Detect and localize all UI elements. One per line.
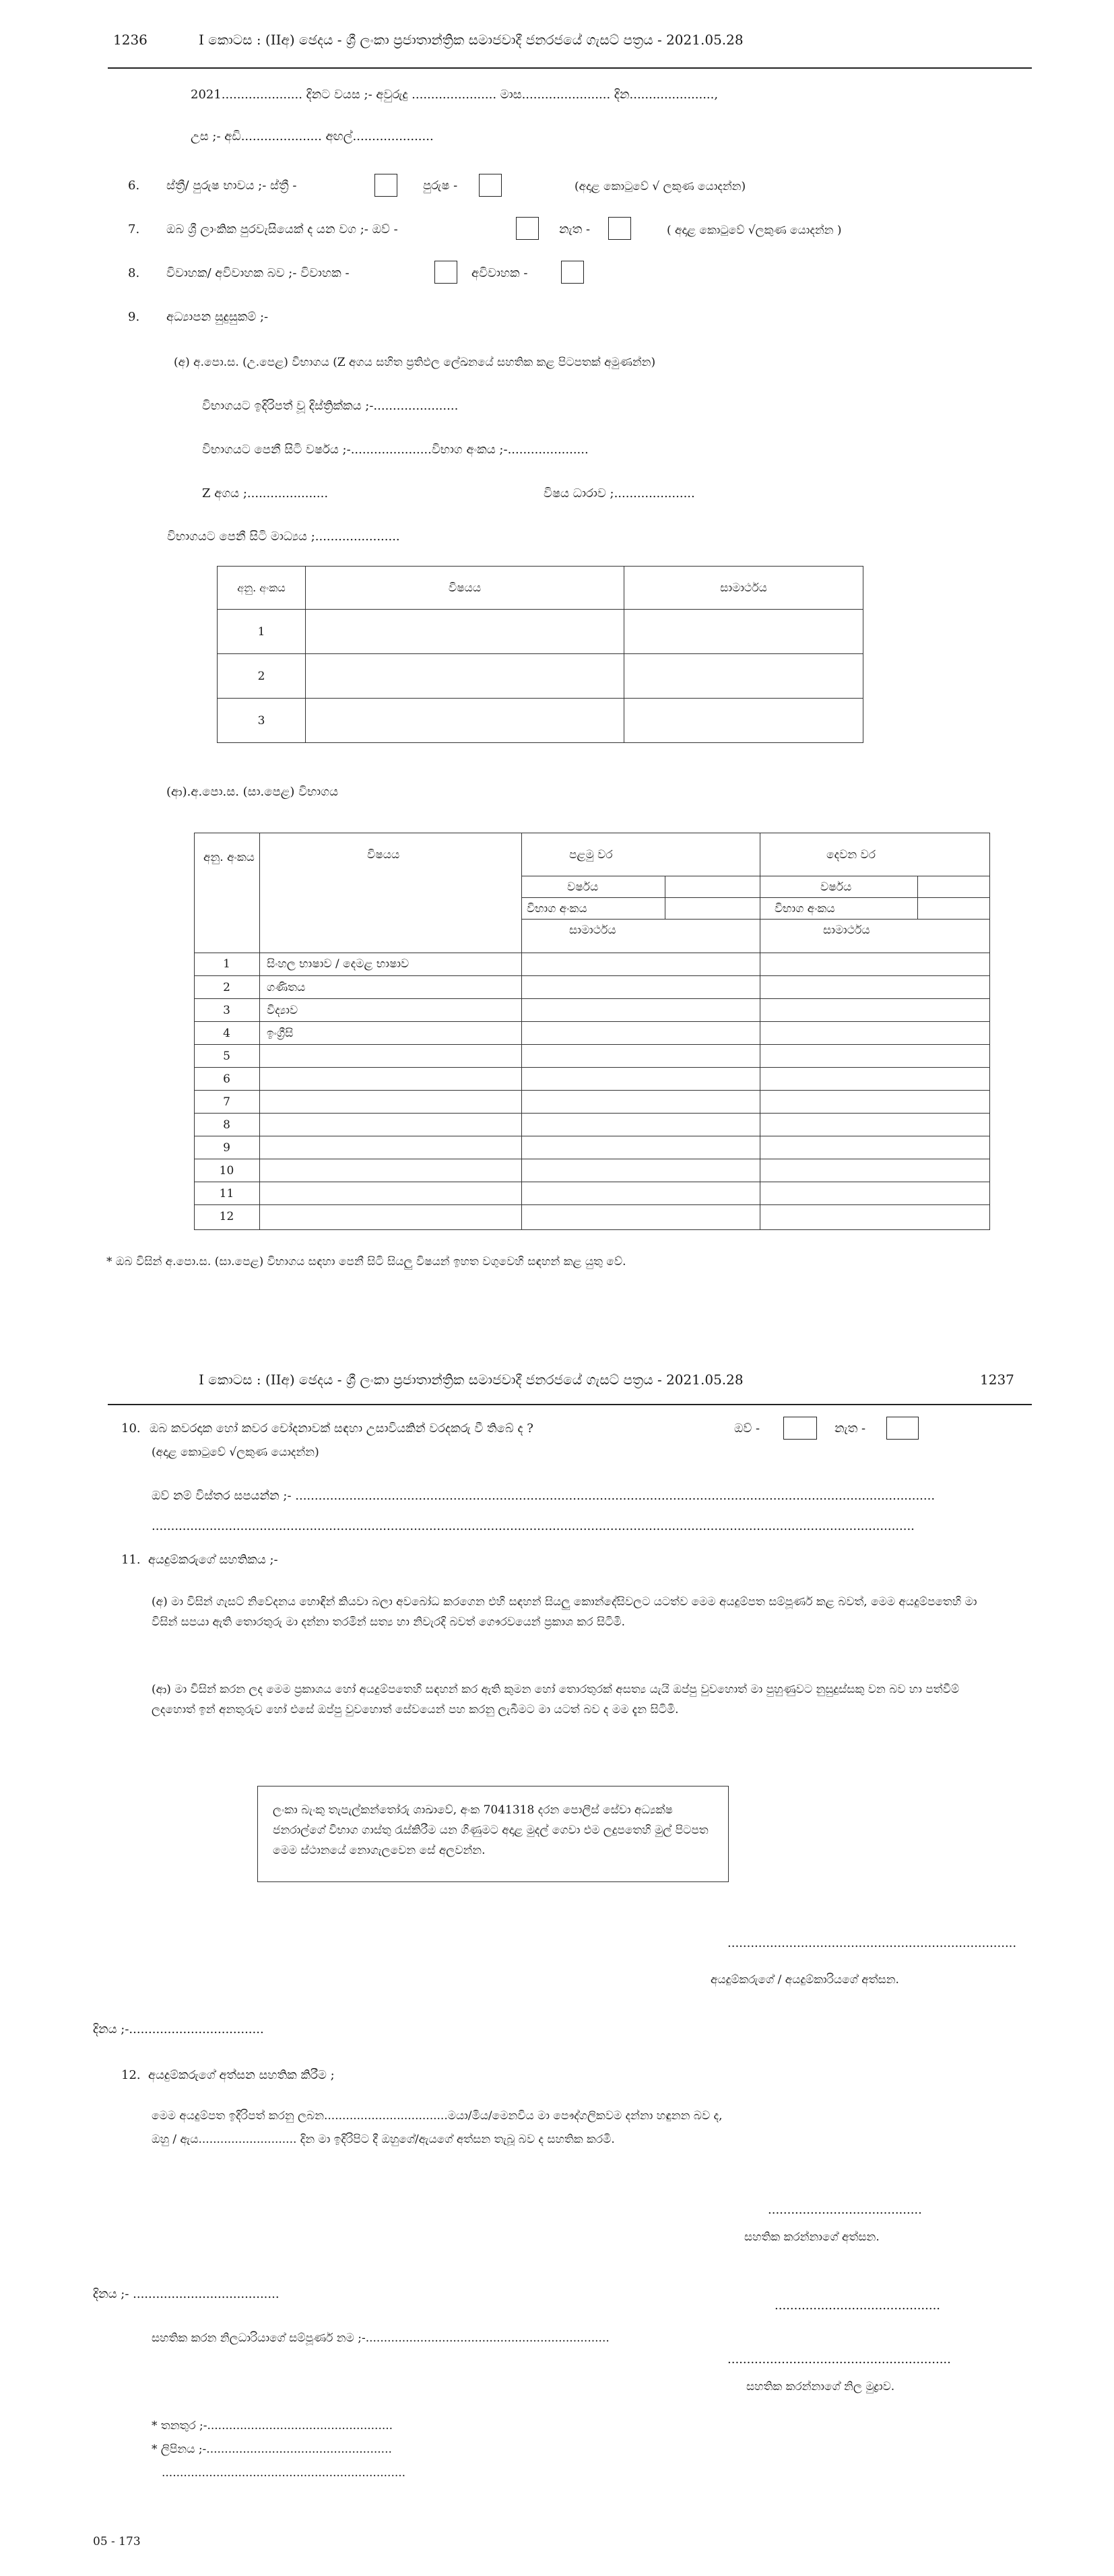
row-number: 2 (223, 981, 230, 994)
header-rule-2 (108, 1404, 1032, 1405)
ol-first-year: වර්ෂය (567, 880, 599, 894)
q12-number: 12. (121, 2068, 141, 2082)
ol-hline (521, 897, 990, 898)
al-col-no: අනු. අංකය (218, 567, 306, 610)
ol-second-index: විභාග අංකය (775, 902, 835, 915)
q11-declaration-a: (අ) මා විසින් ගැසට් නිවේදනය හොඳින් කියවා බලා අවබෝධ කරගෙන එහි සඳහන් සියලු කොන්දේසිවලට යටත්ව මෙම අයදුම්පත සම්පූර්ණ කළ බවත්, මෙම අයදුම්පතෙහි මා විසින් සපයා ඇති තොරතුරු මා දන්නා තරමින් සත්‍ය හා නිවැරදි බවත් ගෞරවයෙන් ප්‍රකාශ කර සිටිමි. (152, 1595, 977, 1629)
table-row (194, 1067, 990, 1090)
subject-name: සිංහල භාෂාව / දෙමළ භාෂාව (267, 957, 409, 971)
al-medium-field[interactable]: විභාගයට පෙනී සිටි මාධ්‍යය ;...................... (167, 529, 400, 544)
address-line-2[interactable]: ................................................................... (162, 2466, 406, 2480)
al-grade-cell[interactable] (624, 654, 863, 699)
date-field-2[interactable]: දිනය ;- ...................................... (93, 2287, 280, 2301)
ol-first-grade: සාමාර්ථය (569, 924, 616, 937)
subject-name: ගණිතය (267, 981, 306, 994)
page-number-2: 1237 (980, 1372, 1014, 1388)
citizen-no-checkbox[interactable] (608, 217, 631, 240)
row-number: 2 (218, 654, 306, 699)
row-number: 8 (223, 1118, 230, 1132)
ol-second-year: වර්ෂය (820, 880, 852, 894)
al-results-table (217, 566, 863, 743)
address-field[interactable]: * ලිපිනය ;-................................................... (152, 2443, 392, 2456)
q7-no-label: නැත - (559, 222, 591, 236)
q6-male-label: පුරුෂ - (423, 179, 458, 193)
table-row (194, 1204, 990, 1227)
al-heading: (අ) අ.පො.ස. (උ.පෙළ) විභාගය (Z අගය සහිත ප්‍රතිඵල ලේඛනයේ සහතික කළ පිටපතක් අමුණන්න) (174, 356, 656, 369)
table-row (194, 1044, 990, 1067)
page-footer: 05 - 173 (93, 2535, 141, 2548)
male-checkbox[interactable] (479, 174, 502, 197)
q6-note: (අදාළ කොටුවේ √ ලකුණ යොදන්න) (575, 180, 746, 193)
q10-details-field[interactable]: ඔව් නම් විස්තර සපයන්න ;- ...................................................................................................................................................................... (152, 1489, 936, 1503)
table-row (194, 975, 990, 998)
q6-label: ස්ත්‍රී/ පුරුෂ භාවය ;- ස්ත්‍රී - (166, 179, 297, 193)
date-field-1[interactable]: දිනය ;-................................... (93, 2022, 264, 2036)
row-number: 10 (219, 1164, 234, 1178)
q7-number: 7. (128, 222, 140, 236)
al-z-score-field[interactable]: Z අගය ;..................... (202, 486, 329, 501)
ol-hline (521, 919, 990, 920)
al-grade-cell[interactable] (624, 699, 863, 743)
gazette-header-2: I කොටස : (IIඅ) ඡෙදය - ශ්‍රී ලංකා ප්‍රජාතාන්ත්‍රික සමාජවාදී ජනරජයේ ගැසට් පත්‍රය - 2021.05.28 (199, 1372, 744, 1388)
table-row (194, 1090, 990, 1113)
header-rule (108, 67, 1032, 69)
certifier-signature-line[interactable]: ........................................ (768, 2203, 922, 2217)
row-number: 1 (218, 610, 306, 654)
ol-heading: (ආ).අ.පො.ස. (සා.පෙළ) විභාගය (166, 785, 339, 799)
row-number: 4 (223, 1027, 230, 1040)
table-row (194, 1159, 990, 1182)
q10-label: ඔබ කවරදාක හෝ කවර චෝදනාවක් සඳහා උසාවියකින් වරදකරු වී තිබේ ද ? (150, 1421, 533, 1436)
height-line: උස ;- අඩි..................... අඟල්..................... (191, 129, 434, 143)
citizen-yes-checkbox[interactable] (516, 217, 539, 240)
row-number: 9 (223, 1141, 230, 1155)
conviction-no-checkbox[interactable] (886, 1417, 919, 1440)
al-stream-field[interactable]: විෂය ධාරාව ;..................... (544, 486, 695, 501)
table-row (194, 1021, 990, 1044)
table-row (194, 1136, 990, 1159)
married-checkbox[interactable] (434, 261, 457, 284)
al-col-grade: සාමාර්ථය (624, 567, 863, 610)
q8-number: 8. (128, 266, 140, 280)
q11-label: අයදුම්කරුගේ සහතිකය ;- (148, 1553, 278, 1567)
ol-footnote: * ඔබ විසින් අ.පො.ස. (සා.පෙළ) විභාගය සඳහා පෙනී සිටි සියලු විෂයන් ඉහත වගුවෙහි සඳහන් කළ යුතු වේ. (106, 1255, 626, 1268)
row-number: 6 (223, 1072, 230, 1086)
q11-number: 11. (121, 1553, 141, 1567)
applicant-signature-label: අයදුම්කරුගේ / අයදුම්කාරියගේ අත්සන. (711, 1973, 899, 1987)
al-subject-cell[interactable] (306, 699, 624, 743)
official-seal-label: සහතික කරන්නාගේ නිල මුද්‍රාව. (746, 2380, 895, 2393)
row-number: 11 (219, 1187, 234, 1200)
q7-label: ඔබ ශ්‍රී ලාංකික පුරවැසියෙක් ද යන වග ;- ඔව් - (166, 222, 398, 236)
q10-no-label: නැත - (834, 1421, 866, 1436)
row-number: 7 (223, 1095, 230, 1109)
subject-name: විද්‍යාව (267, 1004, 298, 1017)
female-checkbox[interactable] (374, 174, 397, 197)
age-line: 2021..................... දිනට වයස ;- අවුරුදු ...................... මාස....................... දින......................, (191, 88, 719, 102)
al-col-subject: විෂයය (306, 567, 624, 610)
q12-line2: ඔහු / ඇය........................... දින මා ඉදිරිපිට දී ඔහුගේ/ඇයගේ අත්සන තැබූ බව ද සහතික කරමි. (152, 2133, 615, 2146)
ol-col-subject: විෂයය (367, 848, 400, 862)
certifier-signature-label: සහතික කරන්නාගේ අත්සන. (744, 2230, 880, 2244)
al-year-index-field[interactable]: විභාගයට පෙනී සිටි වර්ෂය ;-.....................විභාග අංකය ;-..................... (202, 443, 589, 457)
unmarried-checkbox[interactable] (561, 261, 584, 284)
ol-second-attempt: දෙවන වර (826, 848, 876, 862)
q10-note: (අදාළ කොටුවේ √ලකුණ යොදන්න) (152, 1446, 319, 1459)
subject-name: ඉංග්‍රීසි (267, 1027, 294, 1040)
table-row (194, 1113, 990, 1136)
q10-yes-label: ඔව් - (734, 1421, 760, 1436)
q7-note: ( අදාළ කොටුවේ √ලකුණ යොදන්න ) (667, 224, 842, 237)
ol-first-index: විභාග අංකය (527, 902, 587, 915)
al-grade-cell[interactable] (624, 610, 863, 654)
q8-unmarried-label: අවිවාහක - (471, 266, 528, 280)
q9-label: අධ්‍යාපන සුදුසුකම් ;- (166, 310, 269, 324)
al-district-field[interactable]: විභාගයට ඉදිරිපත් වූ දිස්ත්‍රික්කය ;-...................... (202, 399, 459, 413)
row-number: 3 (223, 1004, 230, 1017)
seal-top-line: ........................................... (775, 2298, 941, 2313)
q6-number: 6. (128, 179, 140, 193)
row-number: 12 (219, 1210, 234, 1223)
table-row (218, 610, 863, 654)
official-name-field[interactable]: සහතික කරන නිලධාරියාගේ සම්පූර්ණ නම ;-................................................................... (152, 2331, 610, 2345)
table-row (194, 953, 990, 975)
al-subject-cell[interactable] (306, 610, 624, 654)
q10-number: 10. (121, 1421, 141, 1436)
q9-number: 9. (128, 310, 140, 324)
gazette-header: I කොටස : (IIඅ) ඡෙදය - ශ්‍රී ලංකා ප්‍රජාතාන්ත්‍රික සමාජවාදී ජනරජයේ ගැසට් පත්‍රය - 2021.05.28 (199, 32, 744, 48)
q11-declaration-b: (ආ) මා විසින් කරන ලද මෙම ප්‍රකාශය හෝ අයදුම්පතෙහි සඳහන් කර ඇති කුමන හෝ තොරතුරක් අසත්‍ය යැයි ඔප්පු වුවහොත් මා පුහුණුවට නුසුදුස්සකු වන බව හා පත්වීම් ලදහොත් ඉන් අනතුරුව හෝ එසේ ඔප්පු වුවහොත් සේවයෙන් පහ කරනු ලැබීමට මා යටත් බව ද මම දැන සිටිමි. (152, 1683, 960, 1716)
table-row (218, 699, 863, 743)
ol-first-attempt: පළමු වර (569, 848, 613, 862)
row-number: 5 (223, 1050, 230, 1063)
conviction-yes-checkbox[interactable] (783, 1417, 817, 1440)
ol-second-grade: සාමාර්ථය (823, 924, 870, 937)
q10-details-line2: ...................................................................................................................................................................................................... (152, 1519, 915, 1533)
al-subject-cell[interactable] (306, 654, 624, 699)
page-number: 1236 (113, 32, 148, 48)
table-row (194, 1182, 990, 1204)
ol-col-no: අනු. අංකය (203, 851, 255, 864)
applicant-signature-line[interactable]: ........................................................................... (727, 1936, 1017, 1950)
q8-label: විවාහක/ අවිවාහක බව ;- විවාහක - (166, 266, 350, 280)
payment-instructions: ලංකා බැංකු තැපැල්කන්තෝරු ශාඛාවේ, අංක 7041318 දරන පොලීස් සේවා අධ්‍යක්ෂ ජනරාල්ගේ විභාග ගාස්තු රැස්කිරීම යන ගිණුමට අදාළ මුදල් ගෙවා එම ලදුපතෙහි මුල් පිටපත මෙම ස්ථානයේ නොගැලවෙන සේ අලවන්න. (273, 1803, 709, 1857)
q12-line1: මෙම අයදුම්පත ඉදිරිපත් කරනු ලබන..................................මයා/මිය/මෙනවිය මා පෞද්ගලිකවම දන්නා හඳුනන බව ද, (152, 2109, 723, 2123)
row-number: 3 (218, 699, 306, 743)
row-number: 1 (223, 957, 230, 971)
table-row (218, 654, 863, 699)
q12-label: අයදුම්කරුගේ අත්සන සහතික කිරීම ; (148, 2068, 335, 2082)
table-row (194, 998, 990, 1021)
position-field[interactable]: * තනතුර ;-................................................... (152, 2419, 393, 2433)
seal-line: .......................................................... (727, 2352, 951, 2366)
